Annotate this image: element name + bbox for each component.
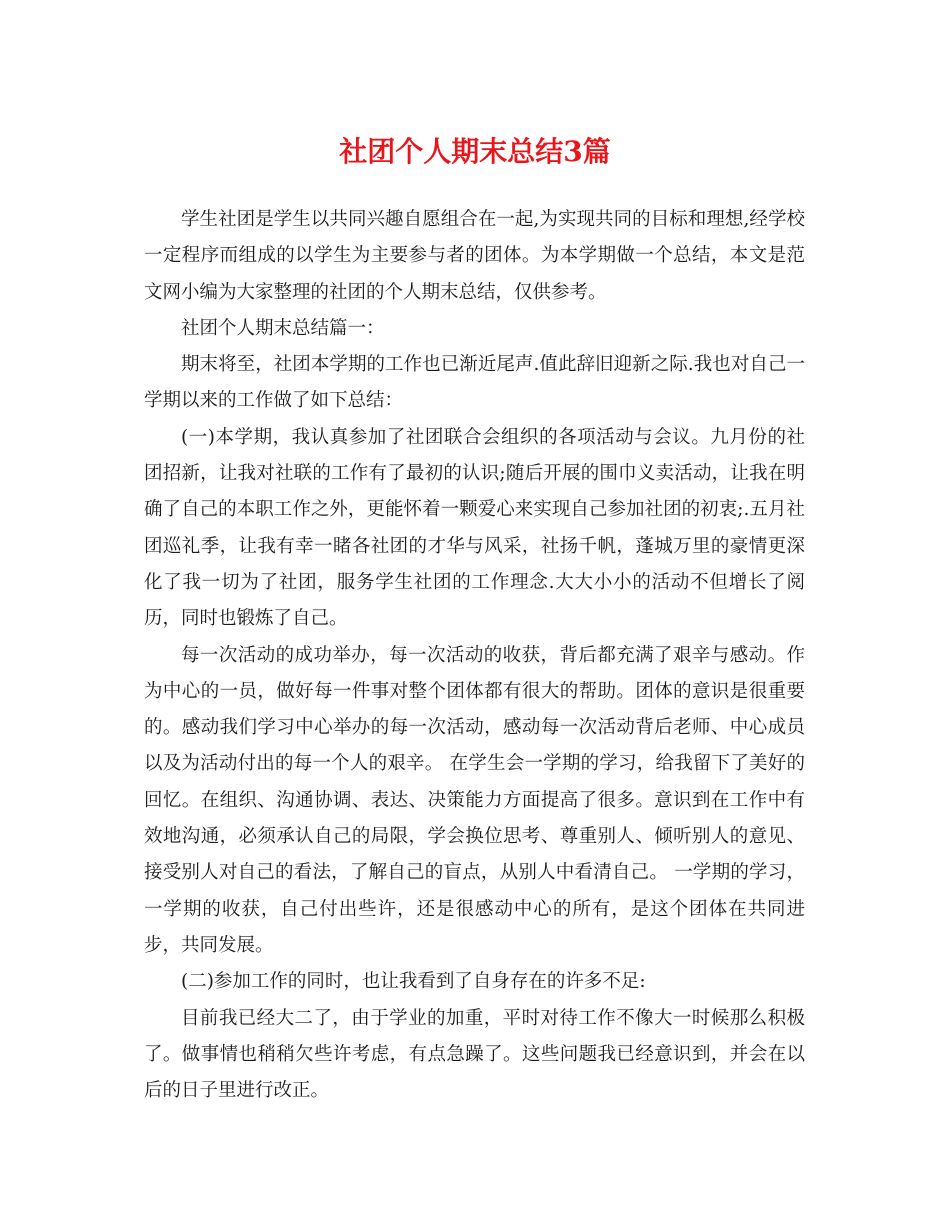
paragraph-intro: 学生社团是学生以共同兴趣自愿组合在一起,为实现共同的目标和理想,经学校一定程序而组成的以学生为主要参与者的团体。为本学期做一个总结，本文是范文网小编为大家整理的社团的个人期末总结，仅供参考。 — [144, 209, 805, 303]
document-body — [144, 202, 805, 1109]
paragraph-reflection: 每一次活动的成功举办，每一次活动的收获，背后都充满了艰辛与感动。作为中心的一员，做好每一件事对整个团体都有很大的帮助。团体的意识是很重要的。感动我们学习中心举办的每一次活动，感动每一次活动背后老师、中心成员以及为活动付出的每一个人的艰辛。 在学生会一学期的学习，给我留下了美好的回忆。在组织、沟通协调、表达、决策能力方面提高了很多。意识到在工作中有效地沟通，必须承认自己的局限，学会换位思考、尊重别人、倾听别人的意见、接受别人对自己的看法，了解自己的盲点，从别人中看清自己。 一学期的学习，一学期的收获，自己付出些许，还是很感动中心的所有，是这个团体在共同进步，共同发展。 — [144, 644, 805, 956]
paragraph-point-one: (一)本学期，我认真参加了社团联合会组织的各项活动与会议。九月份的社团招新，让我对社联的工作有了最初的认识;随后开展的围巾义卖活动，让我在明确了自己的本职工作之外，更能怀着一颗爱心来实现自己参加社团的初衷;.五月社团巡礼季，让我有幸一睹各社团的才华与风采，社扬千帆，蓬城万里的豪情更深化了我一切为了社团，服务学生社团的工作理念.大大小小的活动不但增长了阅历，同时也锻炼了自己。 — [144, 426, 805, 630]
paragraph-point-two: (二)参加工作的同时，也让我看到了自身存在的许多不足: — [181, 971, 646, 993]
paragraph-opening: 期末将至，社团本学期的工作也已渐近尾声.值此辞旧迎新之际.我也对自己一学期以来的工作做了如下总结： — [144, 354, 805, 412]
paragraph-shortcomings: 目前我已经大二了，由于学业的加重，平时对待工作不像大一时候那么积极了。做事情也稍稍欠些许考虑，有点急躁了。这些问题我已经意识到，并会在以后的日子里进行改正。 — [144, 1007, 805, 1102]
document-title: 社团个人期末总结3篇 — [339, 135, 611, 168]
section-heading-part-one: 社团个人期末总结篇一： — [181, 317, 385, 339]
